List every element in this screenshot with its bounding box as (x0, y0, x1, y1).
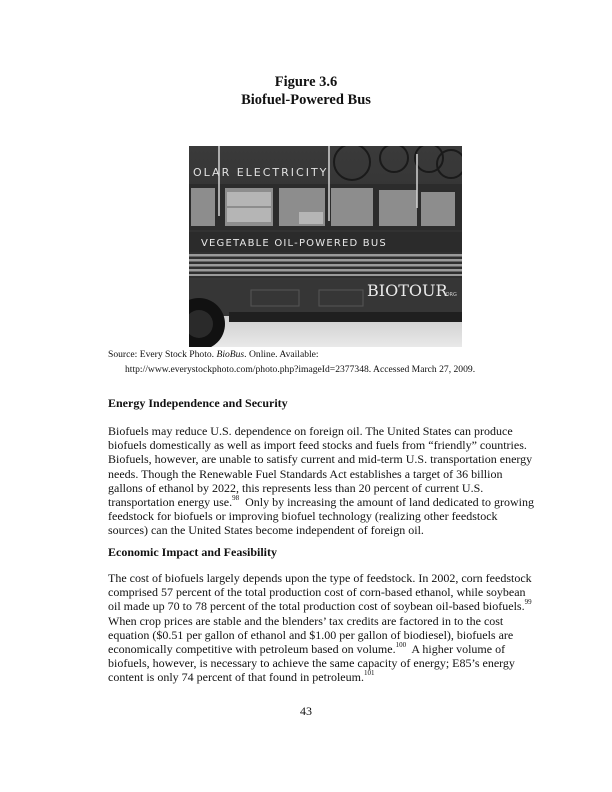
source-title: BioBus (216, 349, 245, 360)
text-fragment: oil made up 70 to 78 percent of the total production cost of soybean oil-based biofuels. (108, 599, 525, 614)
text-line: biofuels domestically as well as import feed stocks and fuels from “friendly” countries. (108, 438, 527, 453)
text-fragment: transportation energy use. (108, 495, 233, 510)
footnote-ref: 99 (524, 598, 532, 607)
text-line (108, 599, 548, 613)
paragraph-energy-independence (108, 424, 548, 538)
text-line: The cost of biofuels largely depends upon the type of feedstock. In 2002, corn feedstock (108, 571, 532, 585)
text-line: feedstock for biofuels or improving biofuel technology (realizing other feedstock (108, 509, 498, 524)
text-line: comprised 57 percent of the total production cost of corn-based ethanol, while soybean (108, 585, 526, 600)
source-url: http://www.everystockphoto.com/photo.php?imageId=2377348. Accessed March 27, 2009. (125, 364, 476, 375)
footnote-ref: 100 (395, 641, 407, 650)
bus-top-text: OLAR ELECTRICITY (193, 166, 329, 179)
bus-side-text: VEGETABLE OIL-POWERED BUS (201, 238, 387, 249)
text-line: needs. Though the Renewable Fuel Standards Act establishes a target of 36 billion (108, 466, 503, 481)
source-citation (108, 347, 528, 362)
text-line (108, 670, 548, 684)
page-number: 43 (300, 704, 312, 718)
section-heading-energy-independence: Energy Independence and Security (108, 396, 288, 410)
text-fragment: Only by increasing the amount of land dedicated to growing (239, 495, 535, 510)
biotour-logo-suffix: .ORG (444, 292, 457, 298)
text-line: equation ($0.51 per gallon of ethanol and $1.00 per gallon of biodiesel), biofuels are (108, 627, 514, 642)
footnote-ref: 98 (232, 494, 240, 503)
text-line: Biofuels, however, are unable to satisfy current and mid-term U.S. transportation energy (108, 452, 533, 467)
biotour-logo: BIOTOUR (367, 281, 448, 300)
figure-number: Figure 3.6 (274, 74, 338, 90)
text-fragment: content is only 74 percent of that found in petroleum. (108, 670, 364, 685)
paragraph-economic-impact (108, 571, 548, 685)
text-line: sources) can the United States become independent of foreign oil. (108, 523, 424, 538)
figure-caption: Biofuel-Powered Bus (241, 92, 371, 108)
footnote-ref: 101 (363, 669, 375, 678)
text-line: gallons of ethanol by 2022, this represents less than 20 percent of current U.S. (108, 480, 484, 495)
text-line (108, 495, 548, 509)
text-line: biofuels, however, is necessary to achieve the same capacity of energy; E85’s energy (108, 656, 515, 671)
text-line: Biofuels may reduce U.S. dependence on foreign oil. The United States can produce (108, 424, 513, 438)
text-line (108, 642, 548, 656)
source-suffix: . Online. Available: (244, 349, 319, 360)
text-fragment: A higher volume of (406, 642, 506, 657)
source-prefix: Source: Every Stock Photo. (108, 349, 217, 360)
text-fragment: economically competitive with petroleum based on volume. (108, 642, 396, 657)
section-heading-economic-impact: Economic Impact and Feasibility (108, 545, 278, 559)
text-line: When crop prices are stable and the blenders’ tax credits are factored in to the cost (108, 613, 504, 628)
bus-photo (189, 146, 462, 347)
